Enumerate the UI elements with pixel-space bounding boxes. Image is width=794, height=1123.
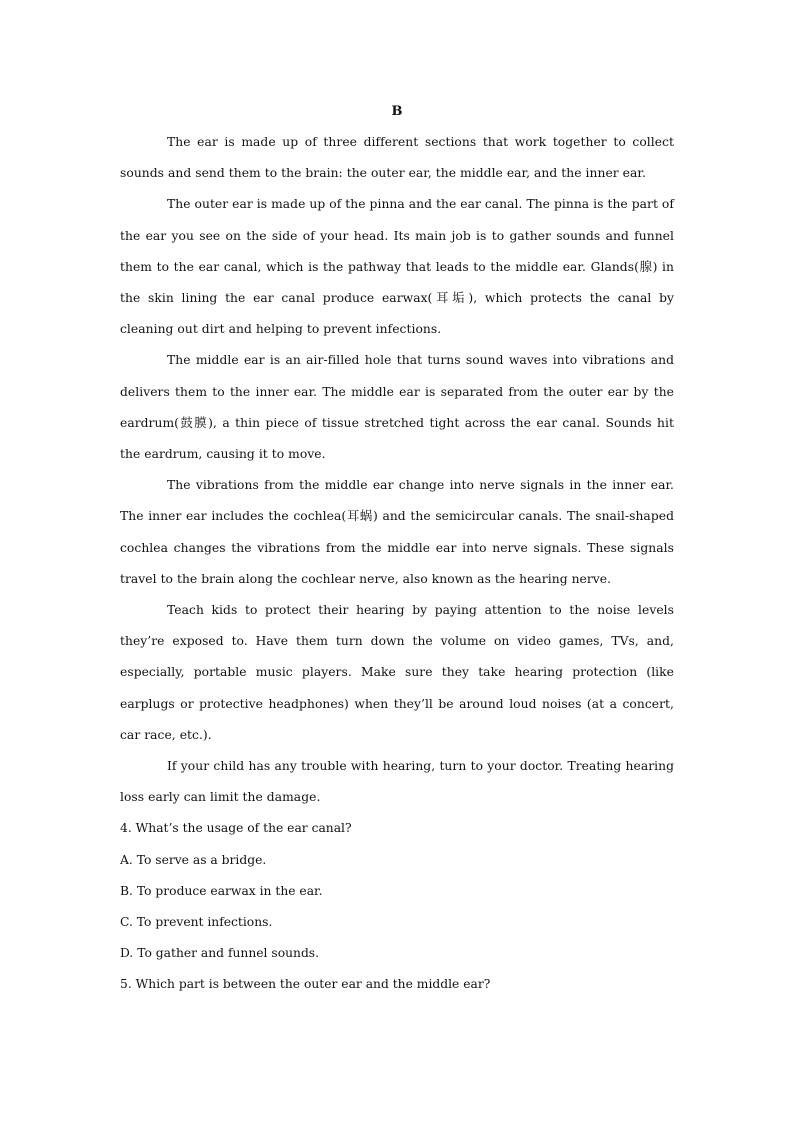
paragraph-doctor-advice: If your child has any trouble with hearing, turn to your doctor. Treating hearing loss early can limit the damage. <box>120 759 674 805</box>
paragraph-outer-ear: The outer ear is made up of the pinna and the ear canal. The pinna is the part of the ear you see on the side of your head. Its main job is to gather sounds and funnel them to the ear canal, which is the pathway that leads to the middle ear. Glands(腺) in the skin lining the ear canal produce earwax(耳垢), which protects the canal by cleaning out dirt and helping to prevent infections. <box>120 197 674 337</box>
question-4 <box>120 813 674 969</box>
option-a[interactable]: A. To serve as a bridge. <box>120 852 267 867</box>
paragraph-hearing-protection: Teach kids to protect their hearing by paying attention to the noise levels they’re exposed to. Have them turn down the volume on video games, TVs, and, especially, portable music players. Make sure they take hearing protection (like earplugs or protective headphones) when they’ll be around loud noises (at a concert, car race, etc.). <box>120 603 674 742</box>
question-stem: 4. What’s the usage of the ear canal? <box>120 821 352 836</box>
question-5 <box>120 969 674 1000</box>
document-page <box>120 100 674 1001</box>
question-stem: 5. Which part is between the outer ear and the middle ear? <box>120 977 491 992</box>
option-d[interactable]: D. To gather and funnel sounds. <box>120 946 320 961</box>
section-label: B <box>391 104 403 119</box>
paragraph-middle-ear: The middle ear is an air-filled hole that turns sound waves into vibrations and delivers them to the inner ear. The middle ear is separated from the outer ear by the eardrum(鼓膜), a thin piece of tissue stretched tight across the ear canal. Sounds hit the eardrum, causing it to move. <box>120 353 674 462</box>
option-c[interactable]: C. To prevent infections. <box>120 915 273 930</box>
option-b[interactable]: B. To produce earwax in the ear. <box>120 883 323 898</box>
paragraph-ear-sections: The ear is made up of three different sections that work together to collect sounds and send them to the brain: the outer ear, the middle ear, and the inner ear. <box>120 135 674 181</box>
paragraph-inner-ear: The vibrations from the middle ear change into nerve signals in the inner ear. The inner ear includes the cochlea(耳蜗) and the semicircular canals. The snail-shaped cochlea changes the vibrations from the middle ear into nerve signals. These signals travel to the brain along the cochlear nerve, also known as the hearing nerve. <box>120 478 674 586</box>
